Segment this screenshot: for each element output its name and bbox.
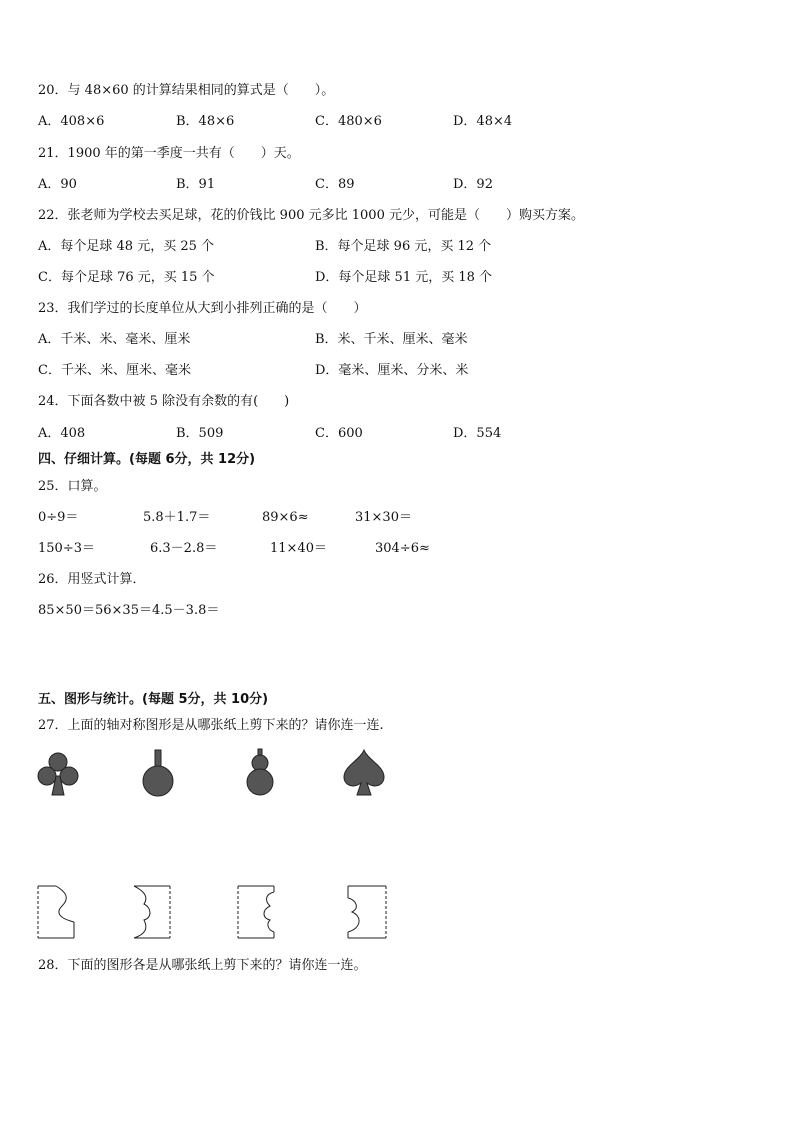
paper-piece-1	[36, 884, 76, 940]
q20-option-b: B．48×6	[176, 114, 235, 129]
q24-option-c: C．600	[315, 426, 363, 441]
q23-option-b: B．米、千米、厘米、毫米	[315, 332, 468, 347]
q25-item: 304÷6≈	[375, 541, 430, 556]
q21-stem: 21．1900 年的第一季度一共有（ ）天。	[38, 146, 300, 161]
spade-shape-icon	[340, 748, 388, 798]
q22-stem: 22．张老师为学校去买足球，花的价钱比 900 元多比 1000 元少，可能是（ ）购买方案。	[38, 208, 584, 223]
q25-item: 11×40＝	[270, 541, 327, 556]
q20-option-d: D．48×4	[453, 114, 513, 129]
section-5-title: 五、图形与统计。(每题 5分，共 10分)	[38, 692, 269, 707]
q22-option-d: D．每个足球 51 元，买 18 个	[315, 270, 493, 285]
q28-stem: 28．下面的图形各是从哪张纸上剪下来的？请你连一连。	[38, 958, 367, 973]
q26-item: 56×35＝	[95, 603, 152, 618]
q21-option-b: B．91	[176, 177, 216, 192]
paper-piece-4	[346, 884, 388, 940]
q26-item: 4.5－3.8＝	[152, 603, 220, 618]
q23-stem: 23．我们学过的长度单位从大到小排列正确的是（ ）	[38, 301, 367, 316]
section-4-title: 四、仔细计算。(每题 6分，共 12分)	[38, 452, 256, 467]
q24-option-a: A．408	[38, 426, 86, 441]
q25-item: 0÷9＝	[38, 510, 79, 525]
q25-item: 150÷3＝	[38, 541, 95, 556]
q20-option-c: C．480×6	[315, 114, 382, 129]
q26-item: 85×50＝	[38, 603, 95, 618]
q23-option-a: A．千米、米、毫米、厘米	[38, 332, 191, 347]
paper-piece-3	[236, 884, 276, 940]
gourd-shape-icon	[240, 748, 280, 798]
q23-option-c: C．千米、米、厘米、毫米	[38, 363, 191, 378]
q24-option-d: D．554	[453, 426, 502, 441]
paper-piece-2	[132, 884, 172, 940]
q20-option-a: A．408×6	[38, 114, 105, 129]
q25-stem: 25．口算。	[38, 479, 107, 494]
q23-option-d: D．毫米、厘米、分米、米	[315, 363, 469, 378]
q24-stem: 24．下面各数中被 5 除没有余数的有( )	[38, 394, 290, 409]
q25-item: 89×6≈	[262, 510, 309, 525]
q25-item: 31×30＝	[355, 510, 412, 525]
club-shape-icon	[36, 750, 80, 798]
q22-option-c: C．每个足球 76 元，买 15 个	[38, 270, 215, 285]
q21-option-c: C．89	[315, 177, 355, 192]
q21-option-a: A．90	[38, 177, 77, 192]
q20-stem: 20．与 48×60 的计算结果相同的算式是（ ）。	[38, 83, 335, 98]
q25-item: 6.3－2.8＝	[150, 541, 218, 556]
q25-item: 5.8＋1.7＝	[143, 510, 211, 525]
q22-option-a: A．每个足球 48 元，买 25 个	[38, 239, 215, 254]
q27-stem: 27．上面的轴对称图形是从哪张纸上剪下来的？请你连一连.	[38, 718, 384, 733]
q22-option-b: B．每个足球 96 元，买 12 个	[315, 239, 492, 254]
q26-stem: 26．用竖式计算．	[38, 572, 146, 587]
q21-option-d: D．92	[453, 177, 493, 192]
bottle-shape-icon	[138, 748, 178, 798]
q24-option-b: B．509	[176, 426, 224, 441]
